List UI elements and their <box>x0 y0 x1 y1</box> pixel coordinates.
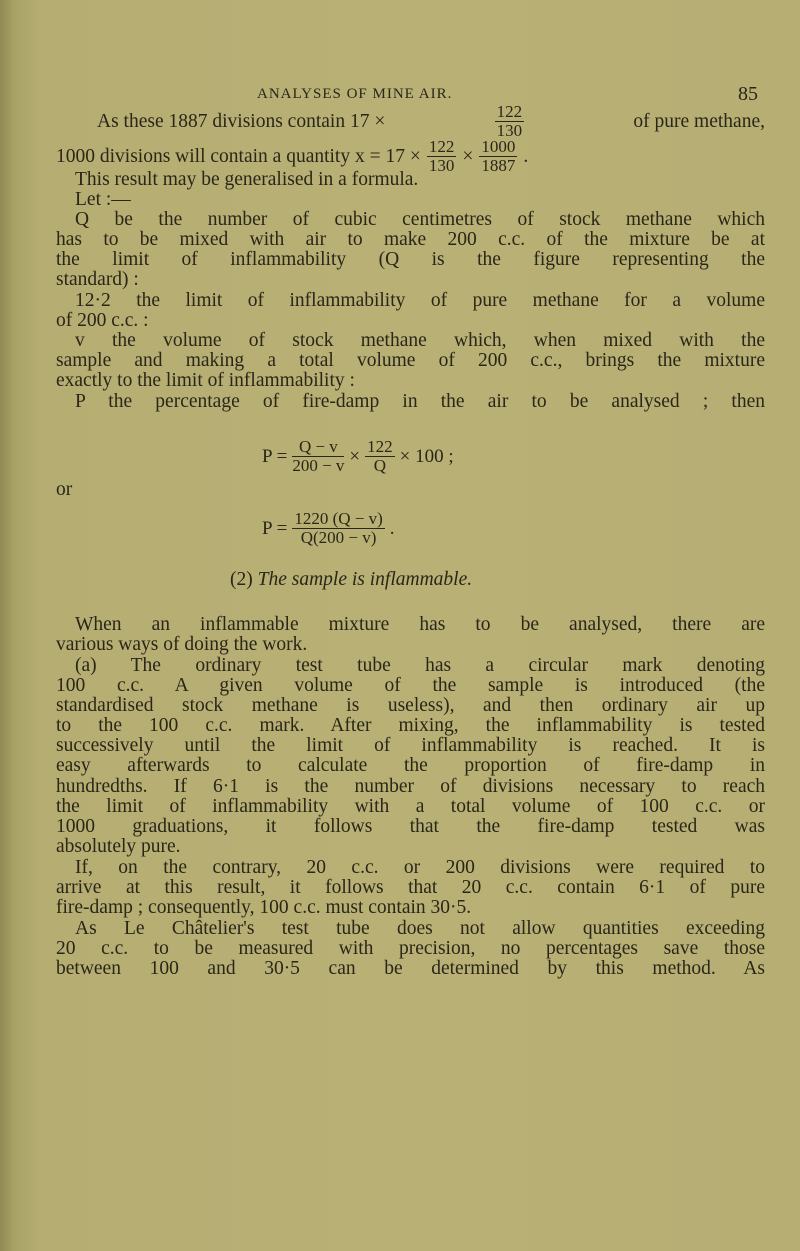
text-line: fire-damp ; consequently, 100 c.c. must contain 30·5. <box>56 897 472 918</box>
text-line: standardised stock methane is useless), and then ordinary air up <box>56 695 765 716</box>
fraction <box>365 438 395 475</box>
text-line: successively until the limit of inflammability is reached. It is <box>56 735 765 756</box>
denominator: 200 − v <box>292 456 345 475</box>
text-line: Let :— <box>75 189 131 210</box>
text-line: to the 100 c.c. mark. After mixing, the inflammability is tested <box>56 715 765 736</box>
denominator: 1887 <box>481 156 516 175</box>
denominator: 130 <box>428 156 455 175</box>
numerator: 122 <box>496 102 523 121</box>
text-line: the limit of inflammability (Q is the figure representing the <box>56 249 765 270</box>
section-number: (2) <box>230 569 253 590</box>
text-line: the limit of inflammability with a total volume of 100 c.c. or <box>56 796 765 817</box>
text-line: standard) : <box>56 269 139 290</box>
numerator: 122 <box>428 137 455 156</box>
times-sign: × <box>349 445 361 467</box>
section-title: The sample is inflammable. <box>257 569 473 590</box>
formula-1 <box>262 438 454 475</box>
formula-end: . <box>389 517 395 539</box>
fraction <box>427 138 457 175</box>
section-heading <box>230 569 472 591</box>
text-line: between 100 and 30·5 can be determined by this method. As <box>56 958 765 979</box>
or-label: or <box>56 479 73 500</box>
text-line: sample and making a total volume of 200 c.c., brings the mixture <box>56 350 765 371</box>
denominator: 130 <box>496 121 523 140</box>
text-line <box>97 103 765 140</box>
numerator: 122 <box>367 437 393 456</box>
text-line: exactly to the limit of inflammability : <box>56 370 355 391</box>
text-line: 12·2 the limit of inflammability of pure methane for a volume <box>75 290 765 311</box>
numerator: 1220 (Q − v) <box>294 509 383 528</box>
text-line: Q be the number of cubic centimetres of stock methane which <box>75 209 765 230</box>
running-title: ANALYSES OF MINE AIR. <box>257 86 453 102</box>
denominator: Q <box>373 456 387 475</box>
text-line: easy afterwards to calculate the proportion of fire-damp in <box>56 755 765 776</box>
fraction <box>292 510 384 547</box>
text-line: 100 c.c. A given volume of the sample is introduced (the <box>56 675 765 696</box>
text-line: hundredths. If 6·1 is the number of divisions necessary to reach <box>56 776 765 797</box>
formula-lhs: P = <box>262 517 288 539</box>
text-segment: . <box>523 145 529 167</box>
text-line: various ways of doing the work. <box>56 634 308 655</box>
text-line: absolutely pure. <box>56 836 181 857</box>
text-line: This result may be generalised in a formula. <box>75 169 419 190</box>
text-line: 20 c.c. to be measured with precision, no percentages save those <box>56 938 765 959</box>
text-line: 1000 graduations, it follows that the fire-damp tested was <box>56 816 765 837</box>
text-segment: As these 1887 divisions contain 17 × <box>97 110 386 132</box>
text-segment: × <box>462 145 474 167</box>
text-line: P the percentage of fire-damp in the air to be analysed ; then <box>75 391 765 412</box>
text-line: has to be mixed with air to make 200 c.c. of the mixture be at <box>56 229 765 250</box>
text-segment: of pure methane, <box>633 110 765 132</box>
text-line: v the volume of stock methane which, when mixed with the <box>75 330 765 351</box>
formula-2 <box>262 510 395 547</box>
numerator: Q − v <box>292 438 344 457</box>
text-line: of 200 c.c. : <box>56 310 149 331</box>
text-line: When an inflammable mixture has to be analysed, there are <box>75 614 765 635</box>
page-number: 85 <box>738 83 758 105</box>
text-line: As Le Châtelier's test tube does not allow quantities exceeding <box>75 918 765 939</box>
formula-tail: × 100 ; <box>399 445 454 467</box>
text-segment: 1000 divisions will contain a quantity x = 17 × <box>56 145 421 167</box>
text-line: arrive at this result, it follows that 20 c.c. contain 6·1 of pure <box>56 877 765 898</box>
fraction <box>292 438 344 475</box>
fraction <box>479 138 517 175</box>
formula-lhs: P = <box>262 445 288 467</box>
text-line: If, on the contrary, 20 c.c. or 200 divisions were required to <box>75 857 765 878</box>
fraction <box>495 103 525 140</box>
text-line: (a) The ordinary test tube has a circular mark denoting <box>75 655 765 676</box>
denominator: Q(200 − v) <box>300 528 377 547</box>
numerator: 1000 <box>481 137 516 156</box>
